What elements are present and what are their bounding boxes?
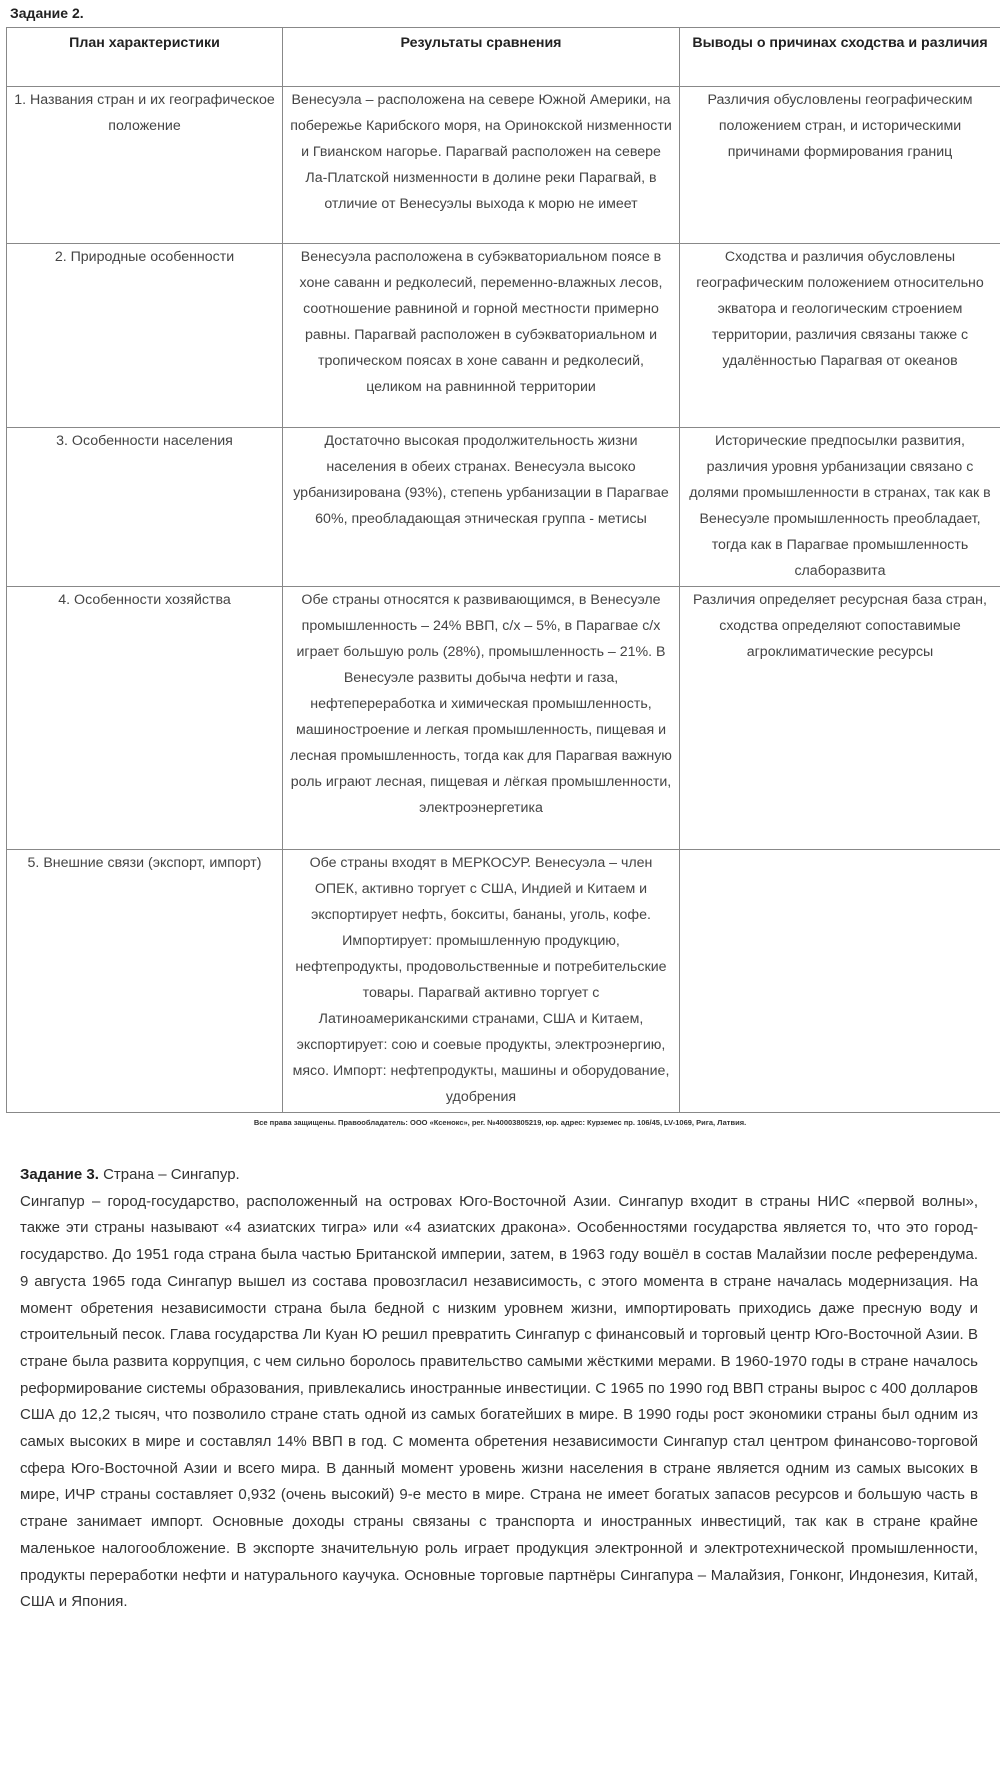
task2-title: Задание 2. bbox=[10, 5, 84, 21]
cell-results: Венесуэла расположена в субэкваториальном поясе в хоне саванн и редколесий, переменно-влажных лесов, соотношение равниной и горной местности примерно равны. Парагвай расположен в субэкваториальном и тропическом поясах в хоне саванн и редколесий, целиком на равнинной территории bbox=[283, 244, 680, 428]
cell-results: Достаточно высокая продолжительность жизни населения в обеих странах. Венесуэла высоко урбанизирована (93%), степень урбанизации в Парагвае 60%, преобладающая этническая группа - метисы bbox=[283, 428, 680, 587]
cell-results: Обе страны относятся к развивающимся, в Венесуэле промышленность – 24% ВВП, с/х – 5%, в Парагвае с/х играет большую роль (28%), промышленность – 21%. В Венесуэле развиты добыча нефти и газа, нефтепереработка и химическая промышленность, машиностроение и легкая промышленность, пищевая и лесная промышленность, тогда как для Парагвая важную роль играют лесная, пищевая и лёгкая промышленности, электроэнергетика bbox=[283, 587, 680, 850]
cell-results: Обе страны входят в МЕРКОСУР. Венесуэла – член ОПЕК, активно торгует с США, Индией и Китаем и экспортирует нефть, бокситы, бананы, уголь, кофе. Импортирует: промышленную продукцию, нефтепродукты, продовольственные и потребительские товары. Парагвай активно торгует с Латиноамериканскими странами, США и Китаем, экспортирует: сою и соевые продукты, электроэнергию, мясо. Импорт: нефтепродукты, машины и оборудование, удобрения bbox=[283, 850, 680, 1113]
cell-conclusions: Различия определяет ресурсная база стран, сходства определяют сопоставимые агроклиматические ресурсы bbox=[680, 587, 1000, 850]
copyright-footer: Все права защищены. Правообладатель: ООО «Ксенокс», рег. №40003805219, юр. адрес: Курземес пр. 106/45, LV-1069, Рига, Латвия. bbox=[253, 1118, 747, 1127]
cell-plan: 4. Особенности хозяйства bbox=[7, 587, 283, 850]
cell-plan: 5. Внешние связи (экспорт, импорт) bbox=[7, 850, 283, 1113]
task3-title: Задание 3. bbox=[20, 1166, 99, 1183]
task3-section bbox=[20, 1162, 978, 1616]
task3-text: Сингапур – город-государство, расположенный на островах Юго-Восточной Азии. Сингапур входит в страны НИС «первой волны», также эти страны называют «4 азиатских тигра» или «4 азиатских дракона». Особенностями государства является то, что это город-государство. До 1951 года страна была частью Британской империи, затем, в 1963 году вошёл в состав Малайзии после референдума. 9 августа 1965 года Сингапур вышел из состава провозгласил независимость, с этого момента в стране началась модернизация. На момент обретения независимости страна была бедной с низким уровнем жизни, импортировать приходись даже пресную воду и строительный песок. Глава государства Ли Куан Ю решил превратить Сингапур с финансовый и торговый центр Юго-Восточной Азии. В стране была развита коррупция, с чем сильно боролось правительство самыми жёсткими мерами. В 1960-1970 годы в стране началось реформирование системы образования, привлекались иностранные инвестиции. С 1965 по 1990 год ВВП страны вырос с 400 долларов США до 12,2 тысяч, что позволило стране стать одной из самых богатейших в мире. В 1990 годы рост экономики страны был одним из самых высоких в мире и составлял 14% ВВП в год. С момента обретения независимости Сингапур стал центром финансово-торговой сфера Юго-Восточной Азии и всего мира. В данный момент уровень жизни населения в стране является одним из самых высоких в мире, ИЧР страны составляет 0,932 (очень высокий) 9-е место в мире. Страна не имеет богатых запасов ресурсов и большую часть в стране занимает импорт. Основные доходы страны связаны с транспорта и иностранных инвестиций, так как в стране крайне маленькое налогообложение. В экспорте значительную роль играет продукция электронной и электротехнической промышленности, продукты переработки нефти и натурального каучука. Основные торговые партнёры Сингапура – Малайзия, Гонконг, Индонезия, Китай, США и Япония. bbox=[20, 1192, 978, 1611]
cell-plan: 1. Названия стран и их географическое положение bbox=[7, 87, 283, 244]
table-row bbox=[7, 428, 1000, 587]
cell-conclusions bbox=[680, 850, 1000, 1113]
comparison-table bbox=[6, 27, 1000, 1113]
header-plan: План характеристики bbox=[7, 28, 283, 87]
header-results: Результаты сравнения bbox=[283, 28, 680, 87]
cell-plan: 2. Природные особенности bbox=[7, 244, 283, 428]
task3-subject: Страна – Сингапур. bbox=[98, 1166, 240, 1183]
cell-plan: 3. Особенности населения bbox=[7, 428, 283, 587]
table-header-row bbox=[7, 28, 1000, 87]
table-row bbox=[7, 587, 1000, 850]
table-row bbox=[7, 850, 1000, 1113]
table-row bbox=[7, 244, 1000, 428]
header-conclusions: Выводы о причинах сходства и различия bbox=[680, 28, 1000, 87]
cell-conclusions: Сходства и различия обусловлены географическим положением относительно экватора и геологическим строением территории, различия связаны также с удалённостью Парагвая от океанов bbox=[680, 244, 1000, 428]
cell-results: Венесуэла – расположена на севере Южной Америки, на побережье Карибского моря, на Оринокской низменности и Гвианском нагорье. Парагвай расположен на севере Ла-Платской низменности в долине реки Парагвай, в отличие от Венесуэлы выхода к морю не имеет bbox=[283, 87, 680, 244]
table-row bbox=[7, 87, 1000, 244]
cell-conclusions: Исторические предпосылки развития, различия уровня урбанизации связано с долями промышленности в странах, так как в Венесуэле промышленность преобладает, тогда как в Парагвае промышленность слаборазвита bbox=[680, 428, 1000, 587]
cell-conclusions: Различия обусловлены географическим положением стран, и историческими причинами формирования границ bbox=[680, 87, 1000, 244]
